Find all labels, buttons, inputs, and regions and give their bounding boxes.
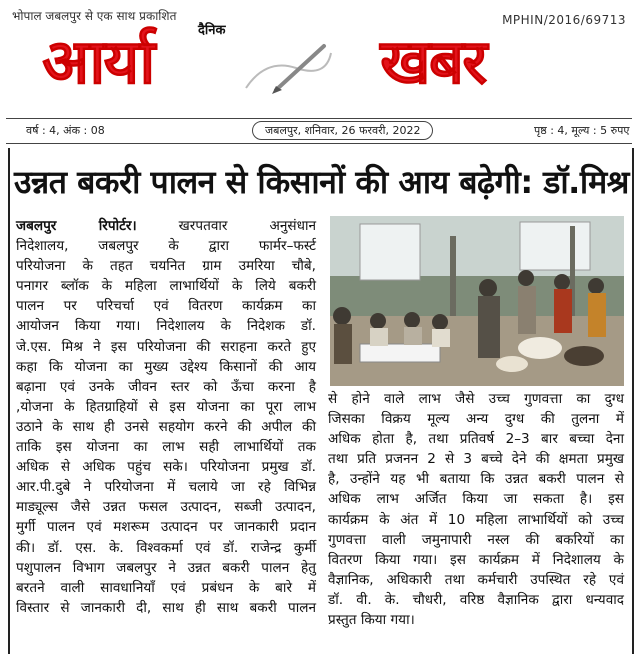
text-line: अधिक होता है, तथा प्रतिवर्ष 2–3 बार बच्चा देना: [328, 431, 624, 448]
text-line: कार्यक्रम के अंत में 10 महिला लाभार्थियों को उच्च: [328, 511, 624, 528]
page-price: पृष्ठ : 4, मूल्य : 5 रुपए: [534, 124, 630, 137]
text-line: जे.एस. मिश्र ने इस परियोजना की सराहना करते हुए: [16, 338, 316, 355]
text-line: प्रस्तुत किया गया।: [328, 612, 415, 629]
event-photo: [330, 216, 624, 386]
issue-date: जबलपुर, शनिवार, 26 फरवरी, 2022: [252, 121, 433, 140]
masthead-dainik: दैनिक: [198, 23, 226, 38]
volume-issue: वर्ष : 4, अंक : 08: [26, 124, 105, 137]
text-line: परियोजना के तहत चयनित ग्राम उमरिया चौबे,: [16, 258, 316, 275]
text-line: निदेशालय, जबलपुर के द्वारा फार्मर–फर्स्ट: [16, 238, 316, 255]
masthead-title-right: खबर: [380, 25, 486, 98]
text-line: से होने वाले लाभ जैसे उच्च गुणवत्ता का दुग्ध: [328, 391, 624, 407]
text-line: वितरण किया गया। इस कार्यक्रम में निदेशालय के: [328, 551, 624, 568]
issue-info-bar: [6, 118, 632, 144]
tagline: भोपाल जबलपुर से एक साथ प्रकाशित: [12, 9, 177, 23]
text-line: ताकि इस योजना का लाभ सही लाभार्थियों तक: [16, 439, 316, 456]
text-line: उठाने के साथ ही उनसे सहयोग करने की अपील की: [16, 418, 316, 435]
text-line: पनागर ब्लॉक के महिला लाभार्थियों के लिये बकरी: [16, 278, 316, 295]
text-line: पालन पर परिचर्चा एवं वितरण कार्यक्रम का: [16, 298, 316, 315]
text-line: कहा कि योजना का मुख्य उद्देश्य किसानों की आय: [16, 358, 316, 375]
text-line: है, उन्होंने यह भी बताया कि उन्नत बकरी पालन से: [328, 471, 624, 488]
text-line: ,योजना के हितग्राहियों से इस योजना का पूरा लाभ: [16, 398, 316, 415]
registration-number: MPHIN/2016/69713: [502, 13, 626, 27]
text-line: अधिक से अधिक पहुंच सके। परियोजना प्रमुख डॉ.: [16, 459, 316, 476]
text-line: जिसका विक्रय मूल्य अन्य दुग्ध की तुलना में: [328, 411, 624, 428]
article-column-right: [328, 389, 624, 630]
text-line: की। डॉ. एस. के. विश्वकर्मा एवं डॉ. राजेन्द्र कुर्मी: [16, 539, 316, 556]
text-line: जबलपुर रिपोर्टर। खरपतवार अनुसंधान: [16, 218, 317, 234]
text-line: आयोजन किया गया। निदेशालय के निदेशक डॉ.: [16, 318, 316, 335]
article-headline: उन्नत बकरी पालन से किसानों की आय बढ़ेगी: डॉ.मिश्र: [14, 163, 629, 201]
text-line: बरतने वाली सावधानियाँ एवं प्रबंधन के बारे में: [16, 579, 316, 596]
text-line: गुणवत्ता वाली जमुनापारी नस्ल की बकरियों का: [328, 531, 624, 548]
text-line: अधिक लाभ अर्जित किया जा सकता है। इस: [328, 491, 624, 508]
text-line: तथा प्रति प्रजनन 2 से 3 बच्चे देने की क्षमता प्रमुख: [328, 451, 624, 468]
text-line: पशुपालन विभाग जबलपुर ने उन्नत बकरी पालन हेतु: [16, 559, 316, 576]
text-line: डॉ. वी. के. चौधरी, वरिष्ठ वैज्ञानिक द्वारा धन्यवाद: [328, 591, 624, 608]
pen-logo-icon: [236, 38, 336, 102]
text-line: माड्यूल्स जैसे उन्नत फसल उत्पादन, सब्जी उत्पादन,: [16, 499, 316, 516]
article-column-left: [16, 216, 316, 618]
masthead-title-left: आर्या: [42, 25, 154, 98]
dateline: जबलपुर रिपोर्टर।: [16, 218, 137, 234]
text-line: वैज्ञानिक, अधिकारी तथा कर्मचारी उपस्थित रहे एवं: [328, 571, 624, 588]
text-line: मुर्गी पालन एवं मशरूम उत्पादन पर जानकारी प्रदान: [16, 519, 316, 536]
text-line: बढ़ाना एवं उनके जीवन स्तर को ऊँचा करना है: [16, 378, 316, 395]
text-line: आर.पी.दुबे ने परियोजना में चलाये जा रहे विभिन्न: [16, 479, 316, 496]
text-line: विस्तार से जानकारी दी, साथ ही साथ बकरी पालन: [16, 599, 316, 616]
